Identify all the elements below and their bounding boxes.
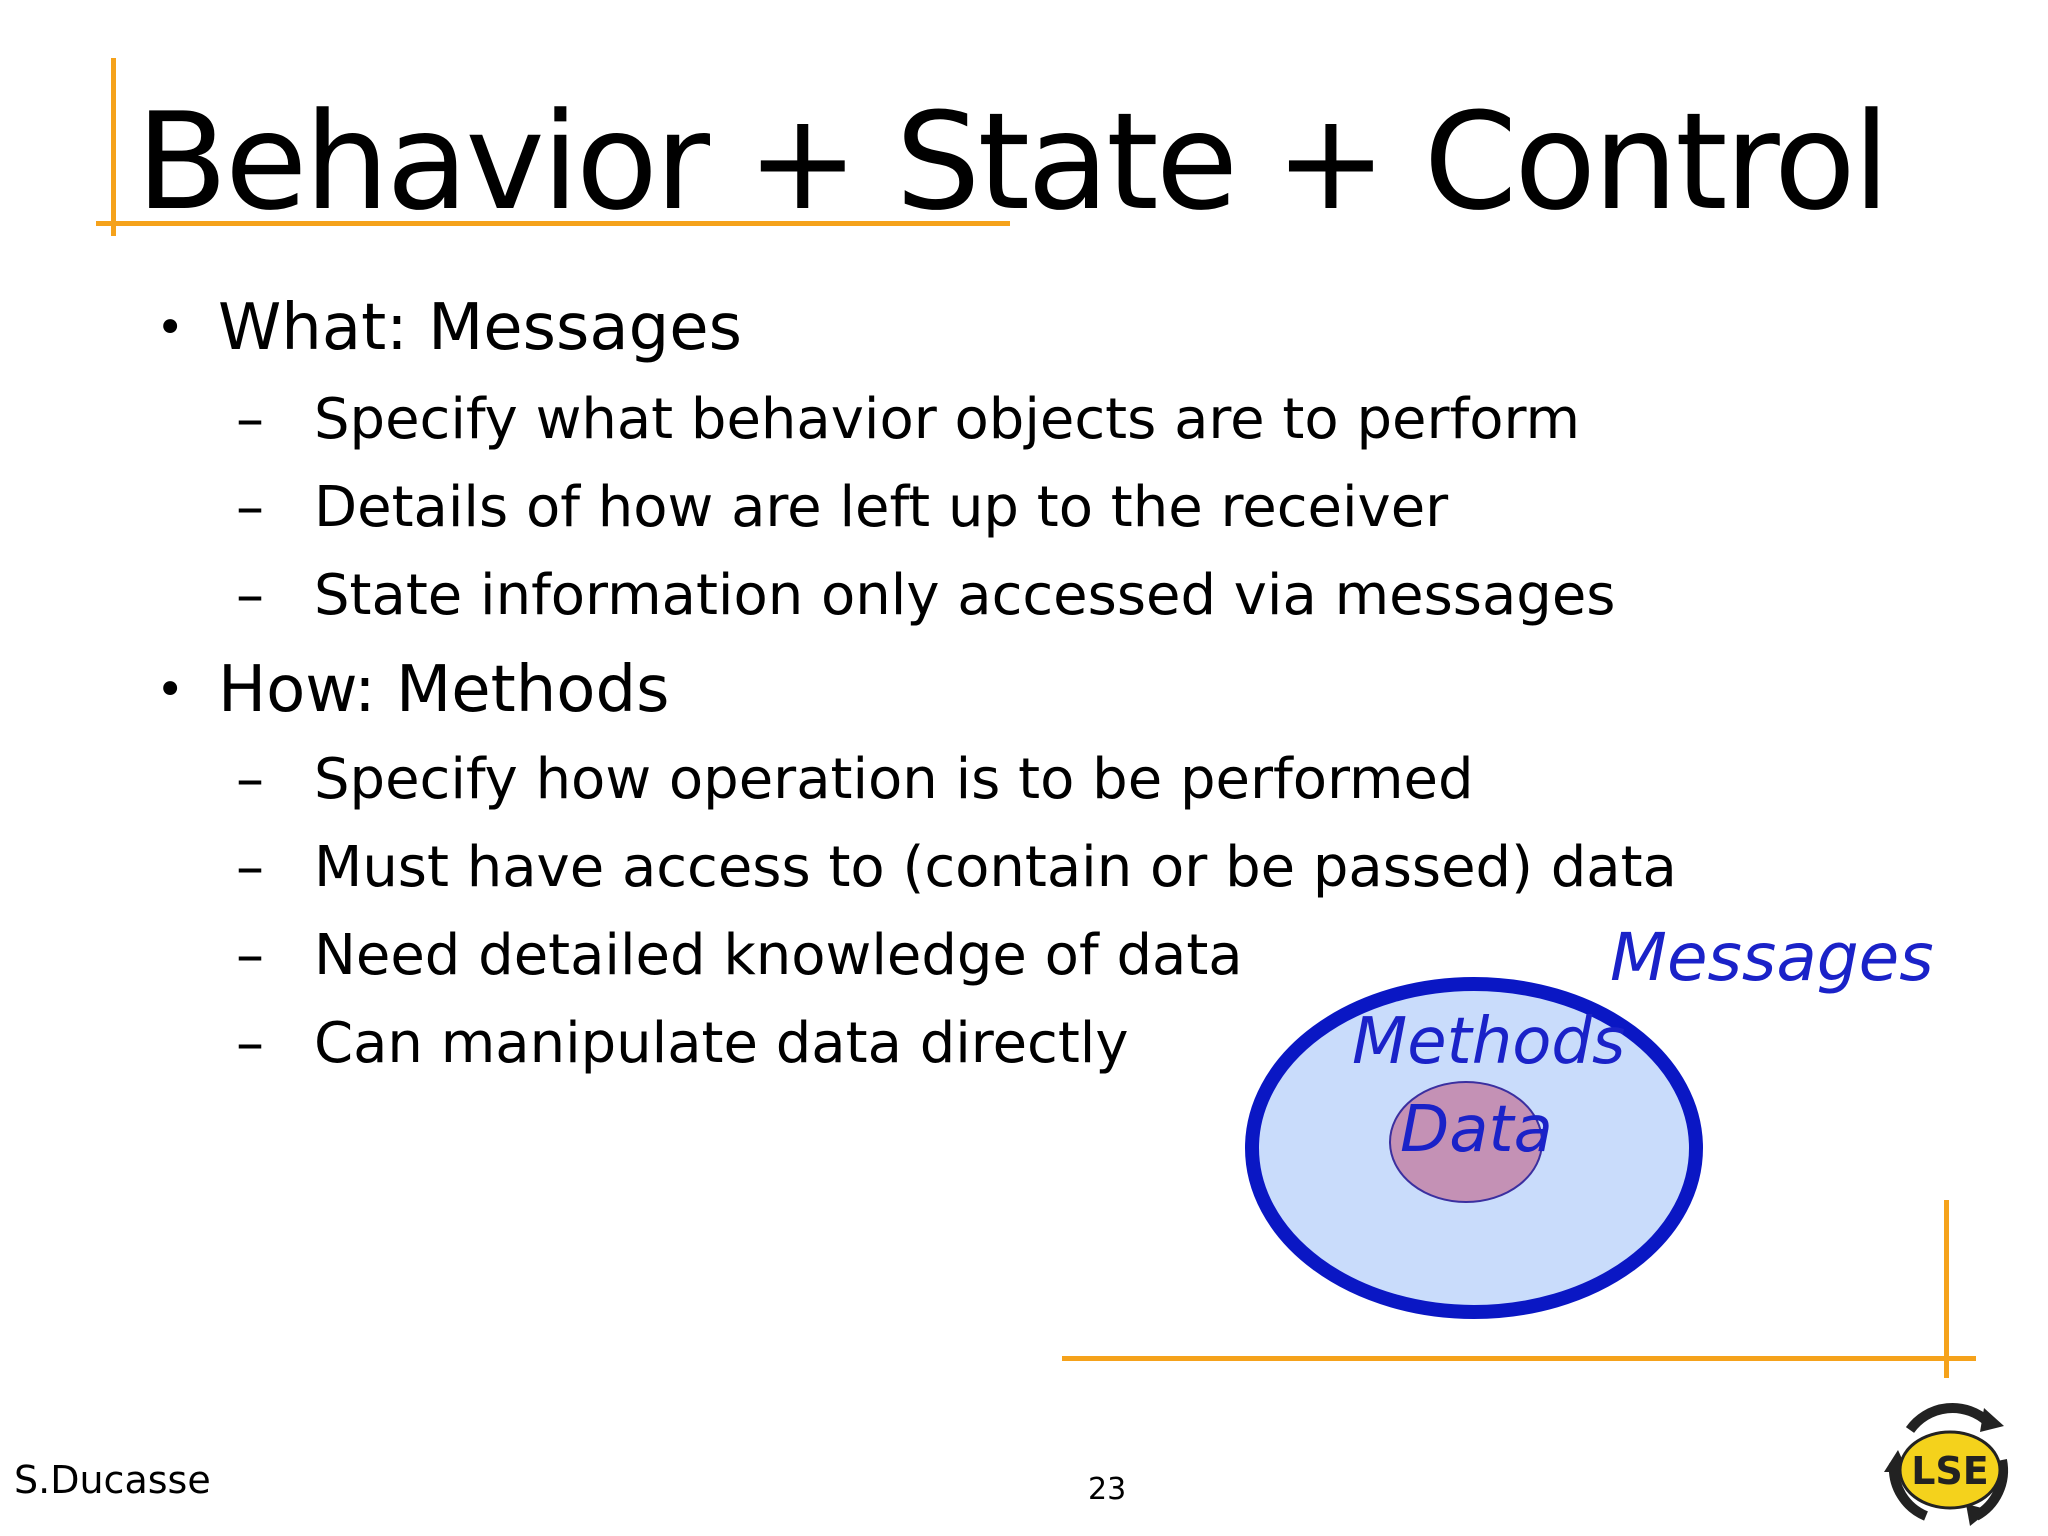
sub-item-text: Need detailed knowledge of data	[314, 923, 1243, 988]
bullet-label: What: Messages	[218, 291, 742, 365]
messages-label: Messages	[1610, 919, 1934, 996]
dash-glyph: –	[236, 563, 264, 628]
page-number: 23	[1088, 1472, 1127, 1507]
dash-glyph: –	[236, 387, 264, 452]
dash-glyph: –	[236, 475, 264, 540]
sub-item-text: Can manipulate data directly	[314, 1011, 1129, 1076]
dash-glyph: –	[236, 747, 264, 812]
methods-label: Methods	[1352, 1005, 1626, 1079]
sub-item	[236, 382, 1581, 458]
bullet-dot: •	[156, 300, 185, 356]
sub-item	[236, 558, 1616, 634]
dash-glyph: –	[236, 923, 264, 988]
logo-text: LSE	[1911, 1449, 1989, 1493]
sub-item	[236, 470, 1449, 546]
sub-item	[236, 1006, 1129, 1082]
footer-accent-vertical-line	[1944, 1200, 1949, 1378]
bullet-label: How: Methods	[218, 653, 670, 727]
lse-logo-icon	[1880, 1400, 2020, 1530]
data-label: Data	[1400, 1093, 1553, 1167]
sub-item-text: State information only accessed via messages	[314, 563, 1616, 628]
sub-item	[236, 742, 1474, 818]
dash-glyph: –	[236, 835, 264, 900]
author-name: S.Ducasse	[14, 1458, 211, 1502]
bullet-how-methods	[156, 648, 670, 732]
footer-accent-horizontal-line	[1062, 1356, 1976, 1361]
object-diagram	[1230, 900, 1934, 1340]
slide-title: Behavior + State + Control	[136, 84, 1888, 240]
dash-glyph: –	[236, 1011, 264, 1076]
title-accent-vertical-line	[111, 58, 116, 236]
sub-item-text: Details of how are left up to the receiver	[314, 475, 1449, 540]
bullet-dot: •	[156, 662, 185, 718]
sub-item-text: Must have access to (contain or be passed) data	[314, 835, 1677, 900]
bullet-what-messages	[156, 286, 742, 370]
sub-item	[236, 918, 1243, 994]
sub-item	[236, 830, 1677, 906]
lse-logo	[1880, 1400, 2020, 1530]
sub-item-text: Specify what behavior objects are to perform	[314, 387, 1581, 452]
sub-item-text: Specify how operation is to be performed	[314, 747, 1474, 812]
